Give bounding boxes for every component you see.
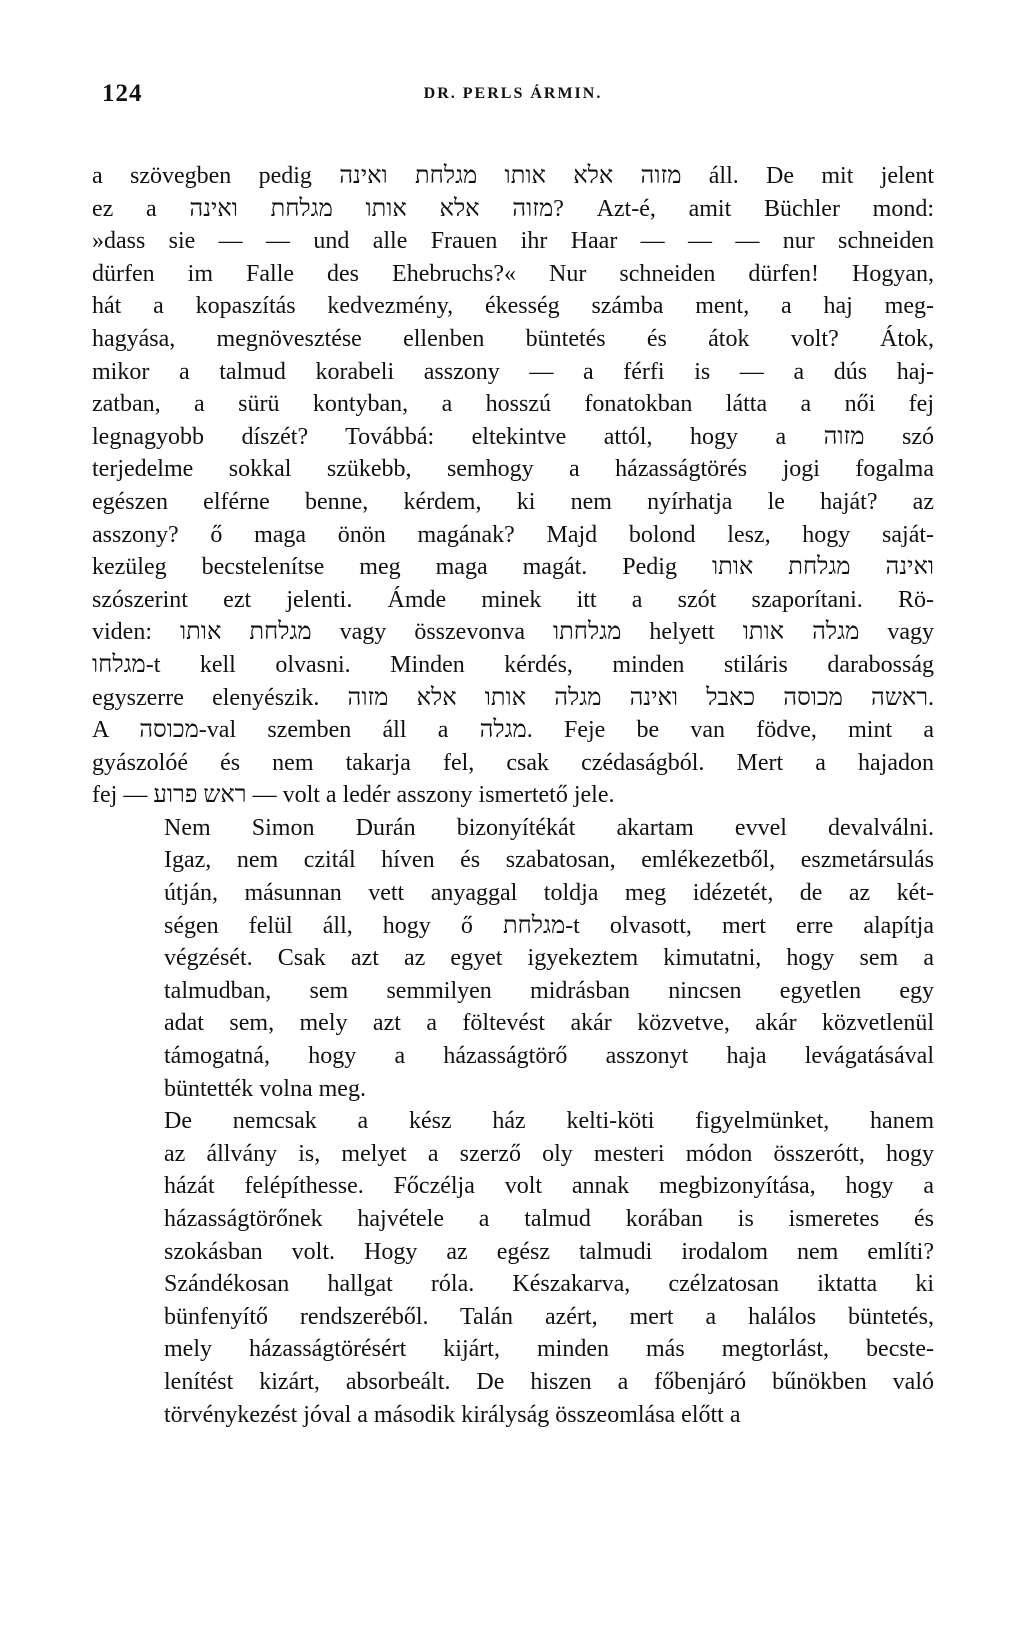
text-line: szószerint ezt jelenti. Ámde minek itt a szót szaporítani. Rö- [92, 586, 934, 613]
text-line: szokásban volt. Hogy az egész talmudi irodalom nem említi? [164, 1238, 934, 1265]
text-line: végzését. Csak azt az egyet igyekeztem kimutatni, hogy sem a [164, 945, 934, 972]
paragraph [92, 1105, 934, 1431]
text-line: útján, másunnan vett anyaggal toldja meg idézetét, de az két- [164, 880, 934, 907]
text-line: asszony? ő maga önön magának? Majd bolond lesz, hogy saját- [92, 521, 934, 548]
page-number: 124 [102, 80, 143, 107]
running-head [92, 76, 934, 116]
text-line: bünfenyítő rendszeréből. Talán azért, mert a halálos büntetés, [164, 1303, 934, 1330]
text-line: Nem Simon Durán bizonyítékát akartam evvel devalválni. [164, 814, 934, 841]
text-line: מגלחו-t kell olvasni. Minden kérdés, minden stiláris darabosság [92, 651, 934, 678]
text-line: egészen elférne benne, kérdem, ki nem nyírhatja le haját? az [92, 488, 934, 515]
text-line: »dass sie — — und alle Frauen ihr Haar — — — nur schneiden [92, 228, 934, 255]
text-line: mikor a talmud korabeli asszony — a férfi is — a dús haj- [92, 358, 934, 385]
paragraph [92, 160, 934, 812]
text-line: hagyása, megnövesztése ellenben büntetés és átok volt? Átok, [92, 325, 934, 352]
text-line: legnagyobb díszét? Továbbá: eltekintve attól, hogy a מזוה szó [92, 423, 934, 450]
paragraph [92, 812, 934, 1105]
text-line: Igaz, nem czitál híven és szabatosan, emlékezetből, eszmetársulás [164, 847, 934, 874]
text-line: egyszerre elenyészik. ראשה מכוסה כאבל ואינה מגלה אותו אלא מזוה. [92, 684, 934, 711]
text-line: gyászolóé és nem takarja fel, csak czédaságból. Mert a hajadon [92, 749, 934, 776]
text-line: adat sem, mely azt a föltevést akár közvetve, akár közvetlenül [164, 1010, 934, 1037]
text-line: Szándékosan hallgat róla. Készakarva, czélzatosan iktatta ki [164, 1271, 934, 1298]
running-title: DR. PERLS ÁRMIN. [423, 85, 603, 102]
text-line: ségen felül áll, hogy ő מגלחת-t olvasott, mert erre alapítja [164, 912, 934, 939]
text-line: házasságtörőnek hajvétele a talmud korában is ismeretes és [164, 1206, 934, 1232]
text-line: viden: מגלחת אותו vagy összevonva מגלחתו helyett מגלה אותו vagy [92, 619, 934, 646]
text-line: mely házasságtörésért kijárt, minden más megtorlást, becste- [164, 1336, 934, 1363]
text-line: hát a kopaszítás kedvezmény, ékesség számba ment, a haj meg- [92, 293, 934, 320]
text-line: A מכוסה-val szemben áll a מגלה. Feje be van födve, mint a [92, 717, 934, 744]
text-line: dürfen im Falle des Ehebruchs?« Nur schneiden dürfen! Hogyan, [92, 260, 934, 287]
text-line: az állvány is, melyet a szerző oly mesteri módon összerótt, hogy [164, 1140, 934, 1167]
text-line: terjedelme sokkal szükebb, semhogy a házasságtörés jogi fogalma [92, 456, 934, 483]
text-line: zatban, a sürü kontyban, a hosszú fonatokban látta a női fej [92, 391, 934, 418]
text-line: törvénykezést jóval a második királyság összeomlása előtt a [164, 1401, 741, 1428]
text-line: a szövegben pedig מזוה אלא אותו מגלחת ואינה áll. De mit jelent [92, 163, 934, 189]
text-line: ez a מזוה אלא אותו מגלחת ואינה? Azt-é, amit Büchler mond: [92, 195, 934, 222]
text-line: kezüleg becstelenítse meg maga magát. Pedig ואינה מגלחת אותו [92, 554, 934, 581]
text-line: talmudban, sem semmilyen midrásban nincsen egyetlen egy [164, 977, 934, 1004]
body-text [92, 160, 934, 1431]
text-line: fej — ראש פרוע — volt a ledér asszony ismertető jele. [92, 782, 615, 809]
text-line: büntették volna meg. [164, 1075, 366, 1102]
text-line: házát felépíthesse. Főczélja volt annak megbizonyítása, hogy a [164, 1173, 934, 1200]
text-line: De nemcsak a kész ház kelti-köti figyelmünket, hanem [164, 1108, 934, 1135]
text-line: támogatná, hogy a házasságtörő asszonyt haja levágatásával [164, 1043, 934, 1070]
text-line: lenítést kizárt, absorbeált. De hiszen a főbenjáró bűnökben való [164, 1368, 934, 1395]
